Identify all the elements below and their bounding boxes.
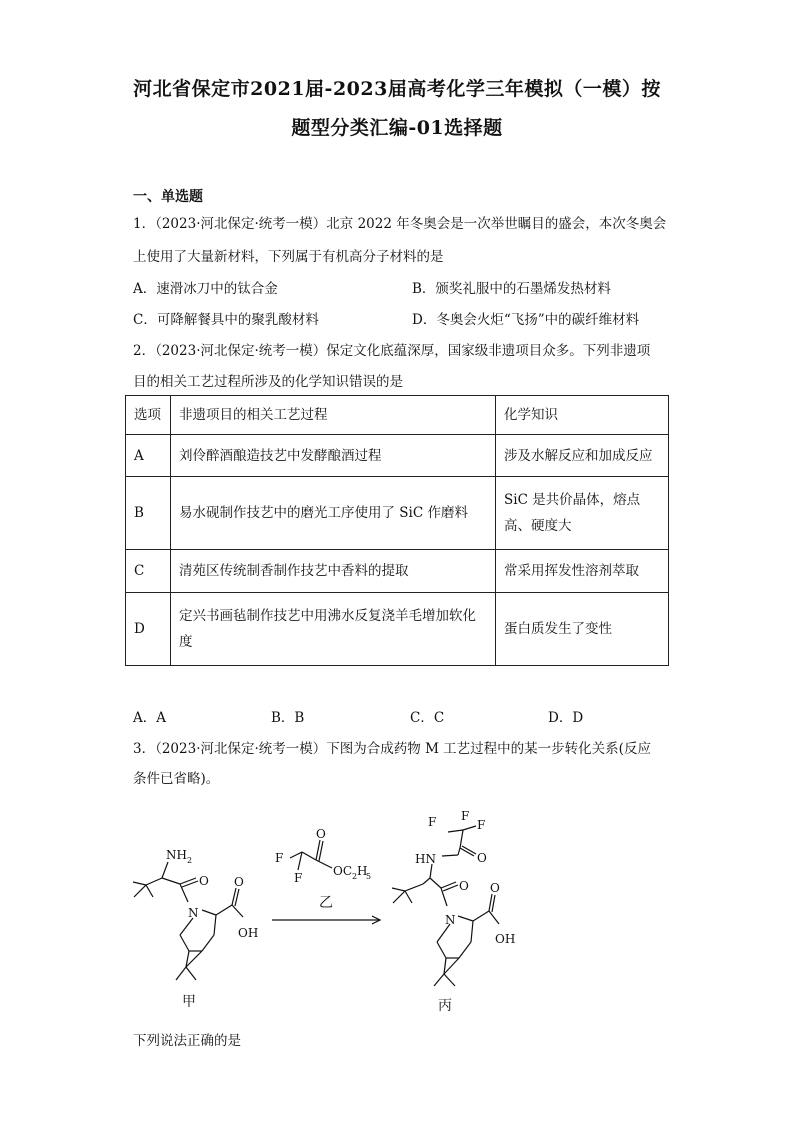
atom-label-o: O xyxy=(234,875,244,889)
table-row xyxy=(126,435,669,477)
atom-label-o: O xyxy=(477,851,487,865)
atom-label-n: N xyxy=(445,913,456,927)
atom-label-o: O xyxy=(316,827,326,841)
atom-label-oh: OH xyxy=(238,926,259,940)
atom-label-subscript: 5 xyxy=(366,872,372,881)
page-title-line2: 题型分类汇编-01选择题 xyxy=(291,117,503,139)
table-cell: 清苑区传统制香制作技艺中香料的提取 xyxy=(171,550,496,593)
table-cell: 涉及水解反应和加成反应 xyxy=(496,435,669,477)
q2-option-d[interactable]: D．D xyxy=(548,710,584,726)
q1-stem-line2: 上使用了大量新材料，下列属于有机高分子材料的是 xyxy=(133,249,444,265)
compound-label-jia: 甲 xyxy=(182,994,196,1010)
q3-stem-line2: 条件已省略)。 xyxy=(133,771,220,787)
atom-label-o: O xyxy=(199,874,209,888)
table-cell: 易水砚制作技艺中的磨光工序使用了 SiC 作磨料 xyxy=(171,477,496,550)
q2-table xyxy=(125,395,669,666)
table-cell: 刘伶醉酒酿造技艺中发酵酿酒过程 xyxy=(171,435,496,477)
table-cell: SiC 是共价晶体，熔点高、硬度大 xyxy=(496,477,669,550)
table-header-cell: 选项 xyxy=(126,396,171,435)
atom-label-hn: HN xyxy=(415,852,436,866)
table-row xyxy=(126,477,669,550)
atom-label-n: N xyxy=(188,906,199,920)
table-cell: 常采用挥发性溶剂萃取 xyxy=(496,550,669,593)
reaction-scheme xyxy=(0,790,794,1020)
atom-label-o: O xyxy=(490,881,500,895)
q2-option-b[interactable]: B．B xyxy=(271,710,305,726)
compound-label-bing: 丙 xyxy=(438,998,452,1014)
compound-bing-structure xyxy=(392,826,499,986)
atom-label-oc2h5-h: H xyxy=(357,864,368,878)
atom-label-f: F xyxy=(428,815,437,829)
page-title-line1: 河北省保定市2021届-2023届高考化学三年模拟（一模）按 xyxy=(133,78,661,100)
table-cell: D xyxy=(126,593,171,666)
reagent-label-yi: 乙 xyxy=(319,895,333,911)
reagent-yi-structure xyxy=(290,840,332,870)
q2-stem-line1: 2．（2023·河北保定·统考一模）保定文化底蕴深厚，国家级非遗项目众多。下列非遗项 xyxy=(133,343,651,359)
table-cell: C xyxy=(126,550,171,593)
atom-label-f: F xyxy=(275,851,284,865)
q1-stem-line1: 1．（2023·河北保定·统考一模）北京 2022 年冬奥会是一次举世瞩目的盛会，本次冬奥会 xyxy=(133,216,667,232)
atom-label-oc2h5: OC xyxy=(333,864,353,878)
q1-option-d[interactable]: D．冬奥会火炬“飞扬”中的碳纤维材料 xyxy=(412,312,640,328)
q3-question: 下列说法正确的是 xyxy=(133,1033,241,1049)
section-heading: 一、单选题 xyxy=(133,189,203,205)
atom-label-o: O xyxy=(459,879,469,893)
table-cell: 定兴书画毡制作技艺中用沸水反复浇羊毛增加软化度 xyxy=(171,593,496,666)
atom-label-f: F xyxy=(477,818,486,832)
q3-stem-line1: 3．（2023·河北保定·统考一模）下图为合成药物 M 工艺过程中的某一步转化关系(反应 xyxy=(133,741,651,757)
atom-label-nh2: NH xyxy=(166,848,187,862)
atom-label-oh: OH xyxy=(495,932,516,946)
atom-label-subscript: 2 xyxy=(187,856,193,865)
table-header-row xyxy=(126,396,669,435)
atom-label-subscript: 2 xyxy=(352,872,358,881)
table-cell: B xyxy=(126,477,171,550)
atom-label-f: F xyxy=(294,871,303,885)
q2-stem-line2: 目的相关工艺过程所涉及的化学知识错误的是 xyxy=(133,374,403,390)
table-cell: A xyxy=(126,435,171,477)
table-header-cell: 非遗项目的相关工艺过程 xyxy=(171,396,496,435)
q1-option-a[interactable]: A．速滑冰刀中的钛合金 xyxy=(133,281,278,297)
q2-option-c[interactable]: C．C xyxy=(410,710,445,726)
q1-option-b[interactable]: B．颁奖礼服中的石墨烯发热材料 xyxy=(412,281,611,297)
table-cell: 蛋白质发生了变性 xyxy=(496,593,669,666)
q2-option-a[interactable]: A．A xyxy=(133,710,166,726)
q1-option-c[interactable]: C．可降解餐具中的聚乳酸材料 xyxy=(133,312,319,328)
table-row xyxy=(126,550,669,593)
atom-label-f: F xyxy=(461,809,470,823)
table-header-cell: 化学知识 xyxy=(496,396,669,435)
table-row xyxy=(126,593,669,666)
compound-jia-structure xyxy=(133,862,243,980)
